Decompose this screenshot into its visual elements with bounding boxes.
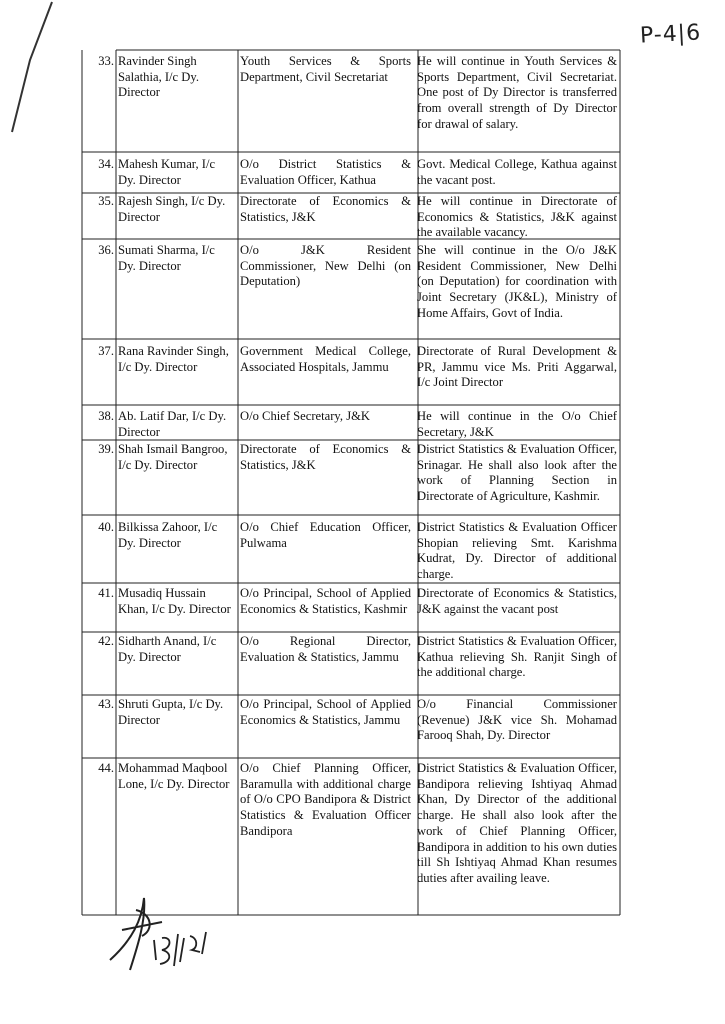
present-posting: O/o Chief Planning Officer, Baramulla with additional charge of O/o CPO Bandipora & District Statistics & Evaluation Officer Bandipora	[240, 761, 411, 838]
present-posting: O/o Principal, School of Applied Economics & Statistics, Kashmir	[240, 586, 411, 616]
present-posting: O/o Chief Secretary, J&K	[240, 409, 370, 423]
new-posting: District Statistics & Evaluation Officer, Bandipora relieving Ishtiyaq Ahmad Khan, Dy Director of the additional charge. He shall also look after the work of Chief Planning Officer, Bandipora in addition to his own duties till Sh Ishtiyaq Ahmad Khan resumes duties after availing leave.	[417, 761, 617, 885]
table-row	[82, 243, 620, 322]
officer-name: Shruti Gupta, I/c Dy. Director	[118, 697, 224, 727]
officer-name: Ab. Latif Dar, I/c Dy. Director	[118, 409, 227, 439]
table-row	[82, 344, 620, 391]
present-posting: O/o Chief Education Officer, Pulwama	[240, 520, 411, 550]
new-posting: She will continue in the O/o J&K Resident Commissioner, New Delhi (on Deputation) for coordination with Joint Secretary (JK&L), Ministry of Home Affairs, Govt of India.	[417, 243, 617, 320]
serial-number: 39.	[98, 442, 114, 456]
present-posting: Directorate of Economics & Statistics, J&K	[240, 194, 411, 224]
serial-number: 40.	[98, 520, 114, 534]
present-posting: O/o District Statistics & Evaluation Officer, Kathua	[240, 157, 411, 187]
present-posting: Youth Services & Sports Department, Civil Secretariat	[240, 54, 411, 84]
serial-number: 38.	[98, 409, 114, 423]
officer-name: Ravinder Singh Salathia, I/c Dy. Director	[118, 54, 200, 100]
officer-name: Bilkissa Zahoor, I/c Dy. Director	[118, 520, 218, 550]
serial-number: 41.	[98, 586, 114, 600]
present-posting: O/o Principal, School of Applied Economics & Statistics, Jammu	[240, 697, 411, 727]
new-posting: Govt. Medical College, Kathua against the vacant post.	[417, 157, 617, 187]
table-row	[82, 194, 620, 241]
officer-name: Sidharth Anand, I/c Dy. Director	[118, 634, 217, 664]
serial-number: 35.	[98, 194, 114, 208]
new-posting: District Statistics & Evaluation Officer, Kathua relieving Sh. Ranjit Singh of the additional charge.	[417, 634, 617, 680]
officer-name: Musadiq Hussain Khan, I/c Dy. Director	[118, 586, 231, 616]
margin-pen-stroke	[0, 0, 60, 140]
table-row	[82, 157, 620, 188]
table-row	[82, 586, 620, 617]
officer-name: Rana Ravinder Singh, I/c Dy. Director	[118, 344, 229, 374]
handwritten-signature	[102, 890, 232, 980]
officer-name: Rajesh Singh, I/c Dy. Director	[118, 194, 226, 224]
new-posting: Directorate of Economics & Statistics, J&K against the vacant post	[417, 586, 617, 616]
table-row	[82, 442, 620, 505]
new-posting: He will continue in the O/o Chief Secretary, J&K	[417, 409, 617, 439]
officer-name: Mahesh Kumar, I/c Dy. Director	[118, 157, 216, 187]
page-reference: P-4|6	[639, 20, 702, 49]
table-row	[82, 697, 620, 744]
table-row	[82, 634, 620, 681]
table-row	[82, 761, 620, 887]
officer-name: Sumati Sharma, I/c Dy. Director	[118, 243, 215, 273]
present-posting: O/o J&K Resident Commissioner, New Delhi (on Deputation)	[240, 243, 411, 289]
new-posting: Directorate of Rural Development & PR, Jammu vice Ms. Priti Aggarwal, I/c Joint Director	[417, 344, 617, 390]
serial-number: 43.	[98, 697, 114, 711]
present-posting: Government Medical College, Associated Hospitals, Jammu	[240, 344, 411, 374]
present-posting: O/o Regional Director, Evaluation & Statistics, Jammu	[240, 634, 411, 664]
new-posting: District Statistics & Evaluation Officer, Srinagar. He shall also look after the work of Planning Section in Directorate of Agriculture, Kashmir.	[417, 442, 617, 504]
new-posting: He will continue in Youth Services & Sports Department, Civil Secretariat. One post of Dy Director is transferred from overall strength of Dy Director for drawal of salary.	[417, 54, 617, 131]
serial-number: 37.	[98, 344, 114, 358]
new-posting: O/o Financial Commissioner (Revenue) J&K vice Sh. Mohamad Farooq Shah, Dy. Director	[417, 697, 617, 743]
serial-number: 34.	[98, 157, 114, 171]
serial-number: 44.	[98, 761, 114, 775]
new-posting: District Statistics & Evaluation Officer Shopian relieving Smt. Karishma Kudrat, Dy. Director of additional charge.	[417, 520, 617, 582]
new-posting: He will continue in Directorate of Economics & Statistics, J&K against the available vacancy.	[417, 194, 617, 240]
serial-number: 36.	[98, 243, 114, 257]
serial-number: 33.	[98, 54, 114, 68]
serial-number: 42.	[98, 634, 114, 648]
officer-name: Mohammad Maqbool Lone, I/c Dy. Director	[118, 761, 230, 791]
present-posting: Directorate of Economics & Statistics, J&K	[240, 442, 411, 472]
table-row	[82, 520, 620, 583]
table-row	[82, 54, 620, 133]
officer-name: Shah Ismail Bangroo, I/c Dy. Director	[118, 442, 228, 472]
table-row	[82, 409, 620, 440]
